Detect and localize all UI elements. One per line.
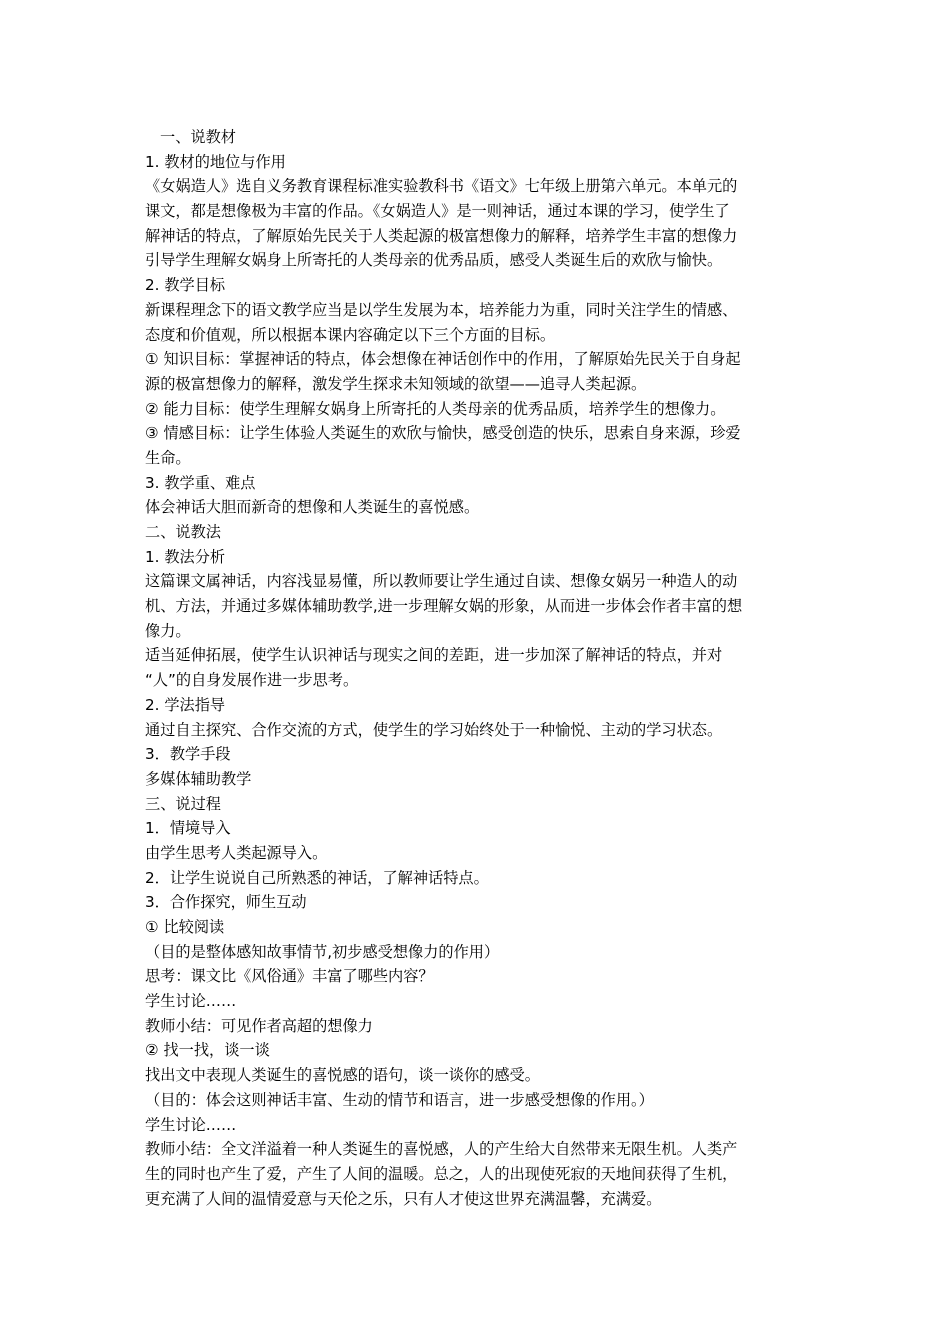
text-line: 《女娲造人》选自义务教育课程标准实验教科书《语文》七年级上册第六单元。本单元的 [145,177,738,196]
text-line: 解神话的特点，了解原始先民关于人类起源的极富想像力的解释，培养学生丰富的想像力 [145,226,738,245]
text-line: ② 能力目标：使学生理解女娲身上所寄托的人类母亲的优秀品质，培养学生的想像力。 [145,399,726,418]
text-line: （目的是整体感知故事情节,初步感受想像力的作用） [145,942,500,961]
text-line: （目的：体会这则神话丰富、生动的情节和语言，进一步感受想像的作用。） [145,1090,654,1109]
text-line: ② 找一找，谈一谈 [145,1041,270,1060]
text-line: 1. 教法分析 [145,547,226,566]
text-line: 1．情境导入 [145,819,231,838]
document-page [145,125,813,1211]
text-line: 机、方法，并通过多媒体辅助教学,进一步理解女娲的形象，从而进一步体会作者丰富的想 [145,597,743,616]
text-line: ① 知识目标：掌握神话的特点，体会想像在神话创作中的作用，了解原始先民关于自身起 [145,350,741,369]
text-line: 教师小结：全文洋溢着一种人类诞生的喜悦感，人的产生给大自然带来无限生机。人类产 [145,1140,738,1159]
text-line: 二、说教法 [145,523,221,541]
text-line: 新课程理念下的语文教学应当是以学生发展为本，培养能力为重，同时关注学生的情感、 [145,300,738,319]
text-line: 3. 教学重、难点 [145,473,256,492]
text-line: 3．教学手段 [145,745,231,764]
text-line: ① 比较阅读 [145,918,225,936]
text-line: 找出文中表现人类诞生的喜悦感的语句，谈一谈你的感受。 [145,1066,540,1085]
text-line: 由学生思考人类起源导入。 [145,843,328,862]
text-line: 3．合作探究，师生互动 [145,893,307,912]
text-line: “人”的自身发展作进一步思考。 [145,671,359,690]
text-line: 体会神话大胆而新奇的想像和人类诞生的喜悦感。 [145,498,480,517]
text-line: 像力。 [145,621,191,640]
text-line: 生的同时也产生了爱，产生了人间的温暖。总之，人的出现使死寂的天地间获得了生机， [145,1164,738,1183]
text-line: 学生讨论…… [145,992,237,1011]
text-line: 教师小结：可见作者高超的想像力 [145,1016,373,1035]
text-line: 这篇课文属神话，内容浅显易懂，所以教师要让学生通过自读、想像女娲另一种造人的动 [145,572,738,591]
text-line: 多媒体辅助教学 [145,769,252,788]
text-line: 更充满了人间的温情爱意与天伦之乐，只有人才使这世界充满温馨，充满爱。 [145,1189,662,1208]
text-line: 2. 学法指导 [145,695,226,714]
text-line: 思考：课文比《风俗通》丰富了哪些内容？ [145,967,434,986]
text-line: 2．让学生说说自己所熟悉的神话，了解神话特点。 [145,868,489,887]
text-line: 课文，都是想像极为丰富的作品。《女娲造人》是一则神话，通过本课的学习，使学生了 [145,202,730,221]
text-line: ③ 情感目标：让学生体验人类诞生的欢欣与愉快，感受创造的快乐，思索自身来源，珍爱 [145,424,741,443]
text-line: 适当延伸拓展，使学生认识神话与现实之间的差距，进一步加深了解神话的特点，并对 [145,646,723,665]
text-line: 通过自主探究、合作交流的方式，使学生的学习始终处于一种愉悦、主动的学习状态。 [145,720,723,739]
text-line: 2. 教学目标 [145,276,226,295]
text-line: 三、说过程 [145,794,221,813]
text-line: 源的极富想像力的解释，激发学生探求未知领域的欲望——追寻人类起源。 [145,374,647,393]
text-line: 引导学生理解女娲身上所寄托的人类母亲的优秀品质，感受人类诞生后的欢欣与愉快。 [145,251,723,270]
text-line: 1. 教材的地位与作用 [145,152,286,171]
text-line: 学生讨论…… [145,1115,237,1134]
text-line: 一、说教材 [160,128,236,146]
text-line: 生命。 [145,448,191,467]
text-line: 态度和价值观，所以根据本课内容确定以下三个方面的目标。 [145,325,556,344]
